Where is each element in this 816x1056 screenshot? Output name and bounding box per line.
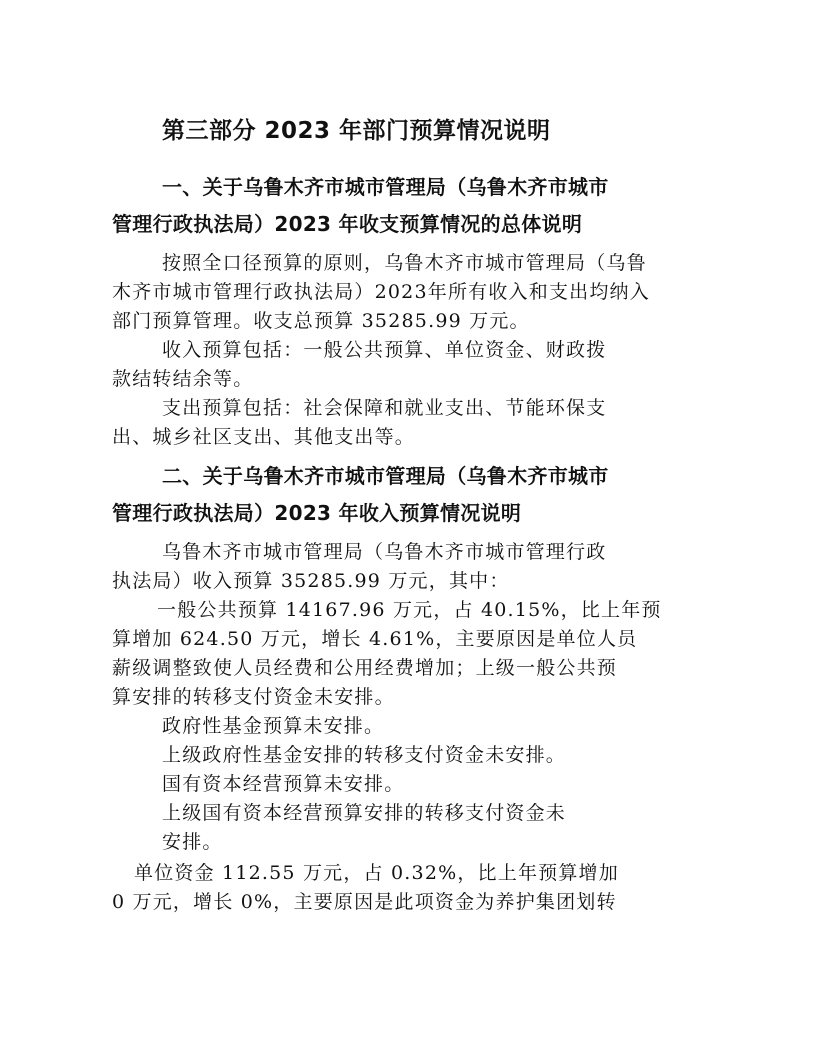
section-1-paragraph-1-line-2: 木齐市城市管理行政执法局）2023年所有收入和支出均纳入 xyxy=(112,281,650,303)
section-2-paragraph-6-line-1: 上级国有资本经营预算安排的转移支付资金未 xyxy=(162,802,567,824)
section-1-paragraph-3-line-2: 出、城乡社区支出、其他支出等。 xyxy=(112,426,416,448)
section-2-paragraph-3: 政府性基金预算未安排。 xyxy=(162,715,385,737)
section-1-paragraph-2-line-1: 收入预算包括：一般公共预算、单位资金、财政拨 xyxy=(162,339,607,361)
section-2-heading-line-1: 二、关于乌鲁木齐市城市管理局（乌鲁木齐市城市 xyxy=(162,464,609,488)
section-2-paragraph-2-line-4: 算安排的转移支付资金未安排。 xyxy=(112,686,395,708)
section-1-heading-line-2: 管理行政执法局）2023 年收支预算情况的总体说明 xyxy=(112,212,583,236)
section-2-paragraph-2-line-2: 算增加 624.50 万元，增长 4.61%，主要原因是单位人员 xyxy=(112,628,638,650)
section-2-paragraph-2-line-1: 一般公共预算 14167.96 万元，占 40.15%，比上年预 xyxy=(157,599,662,621)
section-2-paragraph-1-line-2: 执法局）收入预算 35285.99 万元，其中： xyxy=(112,570,510,592)
section-1-heading-line-1: 一、关于乌鲁木齐市城市管理局（乌鲁木齐市城市 xyxy=(162,175,609,199)
section-2-paragraph-7-line-1: 单位资金 112.55 万元，占 0.32%，比上年预算增加 xyxy=(134,862,619,884)
section-1-paragraph-3-line-1: 支出预算包括：社会保障和就业支出、节能环保支 xyxy=(162,397,607,419)
section-2-paragraph-1-line-1: 乌鲁木齐市城市管理局（乌鲁木齐市城市管理行政 xyxy=(162,541,607,563)
section-2-paragraph-2-line-3: 薪级调整致使人员经费和公用经费增加；上级一般公共预 xyxy=(112,657,618,679)
section-2-paragraph-7-line-2: 0 万元，增长 0%，主要原因是此项资金为养护集团划转 xyxy=(112,891,617,913)
section-2-paragraph-4: 上级政府性基金安排的转移支付资金未安排。 xyxy=(162,744,567,766)
section-2-paragraph-5: 国有资本经营预算未安排。 xyxy=(162,773,405,795)
section-1-paragraph-1-line-1: 按照全口径预算的原则，乌鲁木齐市城市管理局（乌鲁 xyxy=(162,252,647,274)
section-2-paragraph-6-line-2: 安排。 xyxy=(162,831,223,853)
page-title: 第三部分 2023 年部门预算情况说明 xyxy=(162,118,551,144)
section-1-paragraph-1-line-3: 部门预算管理。收支总预算 35285.99 万元。 xyxy=(112,310,530,332)
section-1-paragraph-2-line-2: 款结转结余等。 xyxy=(112,368,254,390)
section-2-heading-line-2: 管理行政执法局）2023 年收入预算情况说明 xyxy=(112,501,522,525)
